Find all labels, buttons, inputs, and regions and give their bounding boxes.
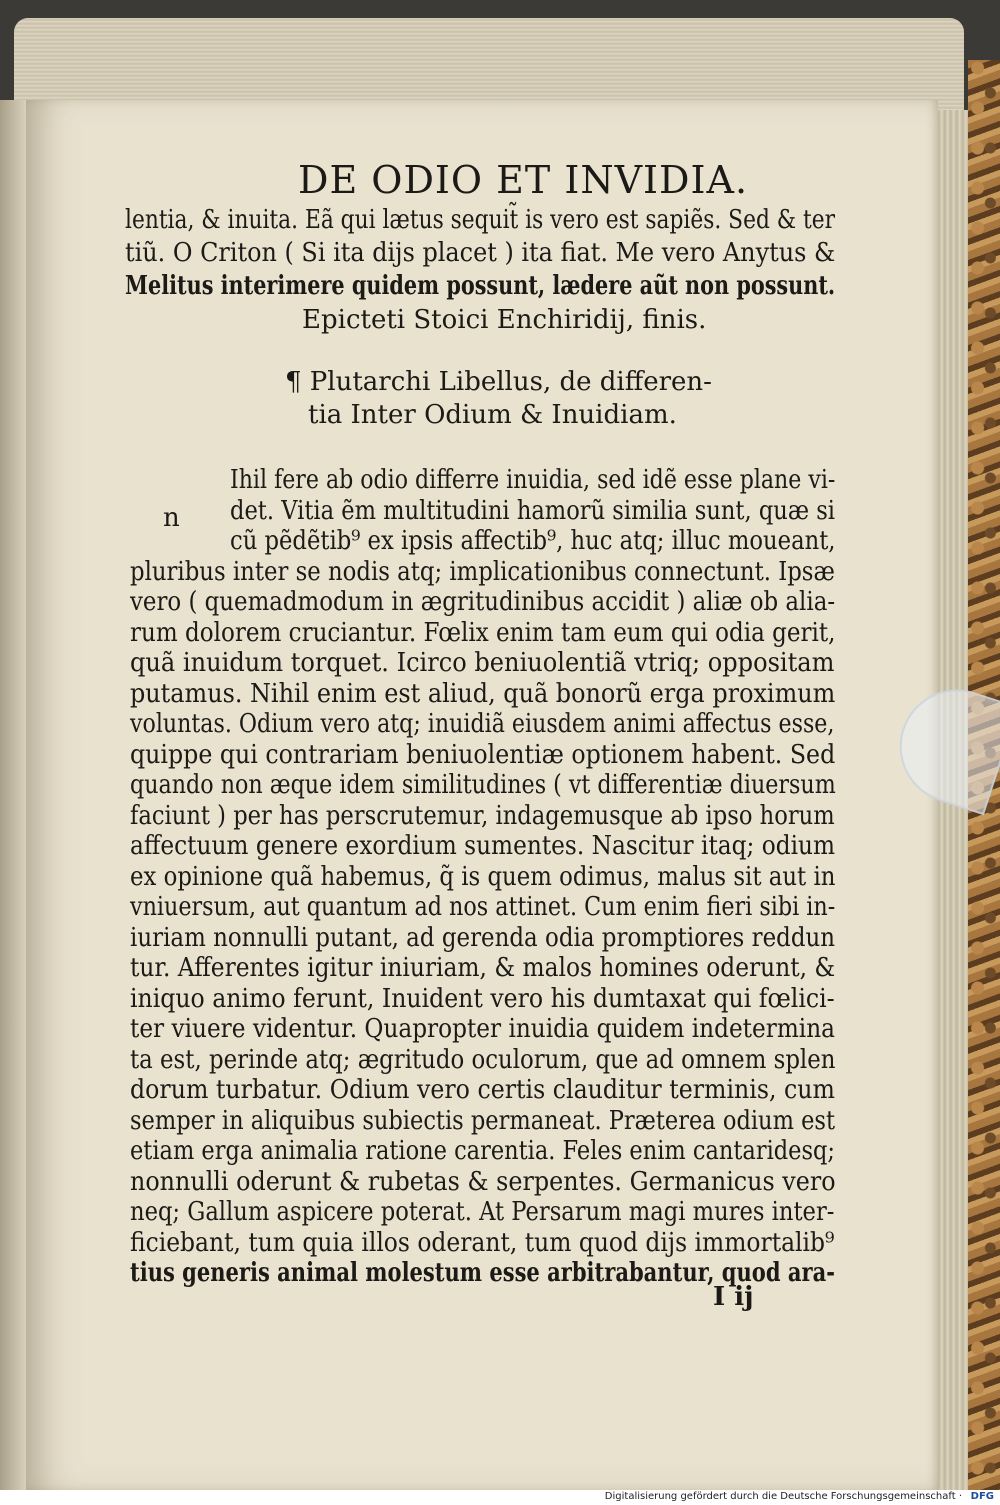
treatise-title-line: ¶ Plutarchi Libellus, de differen- (285, 367, 712, 397)
body-line: tius generis animal molestum esse arbitrabantur, quod ara- (130, 1258, 835, 1288)
body-line: quã inuidum torquet. Icirco beniuolentiã vtriq; oppositam (130, 648, 835, 678)
body-line: quando non æque idem similitudines ( vt differentiæ diuersum (130, 770, 836, 800)
body-line: vero ( quemadmodum in ægritudinibus accidit ) aliæ ob alia- (130, 587, 836, 617)
text-line: lentia, & inuita. Eã qui lætus sequit̃ is vero est sapiẽs. Sed & ter (125, 205, 836, 235)
facing-page-edge (0, 100, 26, 1490)
footer-credit: Digitalisierung gefördert durch die Deutsche Forschungsgemeinschaft · (604, 1491, 962, 1502)
body-line: ta est, perinde atq; ægritudo oculorum, que ad omnem splen (130, 1045, 836, 1075)
body-line: ter viuere videntur. Quapropter inuidia quidem indetermina (130, 1014, 836, 1044)
colophon: Epicteti Stoici Enchiridij, finis. (302, 305, 707, 335)
body-line: faciunt ) per has perscrutemur, indagemusque ab ipso horum (130, 801, 835, 831)
body-line: Ihil fere ab odio differre inuidia, sed idẽ esse plane vi- (230, 465, 836, 495)
text-line: Melitus interimere quidem possunt, lædere aũt non possunt. (125, 271, 836, 301)
body-line: neq; Gallum aspicere poterat. At Persarum magi mures inter- (130, 1197, 835, 1227)
body-line: etiam erga animalia ratione carentia. Feles enim cantaridesq; (130, 1136, 836, 1166)
body-line: rum dolorem cruciantur. Fœlix enim tam eum qui odia gerit, (130, 618, 836, 648)
body-line: affectuum genere exordium sumentes. Nascitur itaq; odium (130, 831, 836, 861)
treatise-title-line: tia Inter Odium & Inuidiam. (308, 400, 677, 430)
body-line: semper in aliquibus subiectis permaneat. Præterea odium est (130, 1106, 836, 1136)
body-line: voluntas. Odium vero atq; inuidiã eiusdem animi affectus esse, (130, 709, 835, 739)
body-line: vniuersum, aut quantum ad nos attinet. Cum enim fieri sibi in- (130, 892, 836, 922)
body-line: quippe qui contrariam beniuolentiæ optionem habent. Sed (130, 740, 836, 770)
dfg-logo: DFG (970, 1491, 994, 1502)
body-line: ex opinione quã habemus, q̃ is quem odimus, malus sit aut in (130, 862, 836, 892)
body-line: det. Vitia ẽm multitudini hamorũ similia sunt, quæ si (230, 496, 836, 526)
initial-letter: n (163, 503, 180, 533)
text-line: tiũ. O Criton ( Si ita dijs placet ) ita fiat. Me vero Anytus & (125, 238, 836, 268)
page-heading: DE ODIO ET INVIDIA. (298, 158, 749, 202)
body-line: ficiebant, tum quia illos oderant, tum quod dijs immortalib⁹ (130, 1228, 835, 1258)
body-line: cũ pẽdẽtib⁹ ex ipsis affectib⁹, huc atq; illuc moueant, (230, 526, 836, 556)
body-line: dorum turbatur. Odium vero certis clauditur terminis, cum (130, 1075, 835, 1105)
body-line: pluribus inter se nodis atq; implicationibus connectunt. Ipsæ (130, 557, 835, 587)
body-line: tur. Afferentes igitur iniuriam, & malos homines oderunt, & (130, 953, 836, 983)
body-line: nonnulli oderunt & rubetas & serpentes. Germanicus vero (130, 1167, 836, 1197)
body-line: iuriam nonnulli putant, ad gerenda odia promptiores reddun (130, 923, 836, 953)
body-line: putamus. Nihil enim est aliud, quã bonorũ erga proximum (130, 679, 836, 709)
body-line: iniquo animo ferunt, Inuident vero his dumtaxat qui fœlici- (130, 984, 835, 1014)
signature-mark: I ij (713, 1282, 754, 1312)
footer-bar (0, 1490, 1000, 1505)
